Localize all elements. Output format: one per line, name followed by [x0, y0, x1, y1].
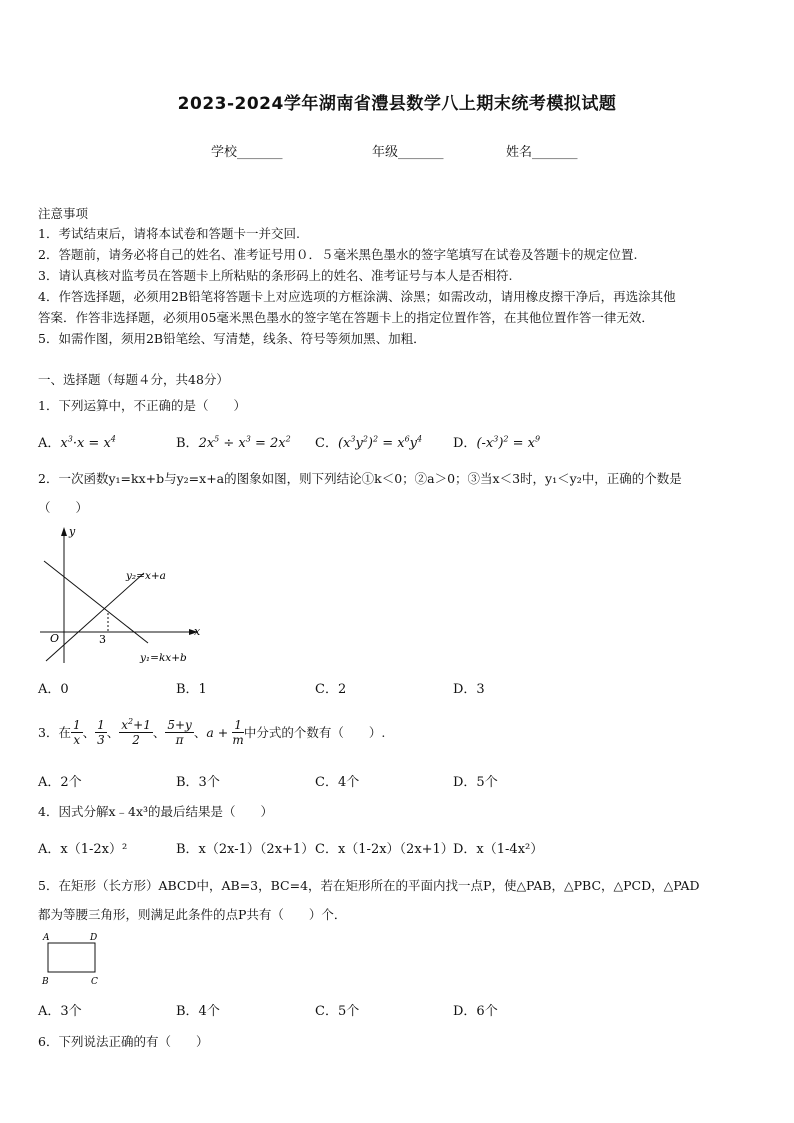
q3-option-c: C．4个 [315, 775, 360, 790]
q5-option-d: D．6个 [453, 1004, 498, 1019]
q2-option-c: C．2 [315, 682, 347, 697]
q2-option-d: D．3 [453, 682, 485, 697]
q5-option-a: A．3个 [38, 1004, 82, 1019]
q4-option-d: D．x（1-4x²） [453, 842, 544, 857]
math-expression: $x^3\cdot x = x^4$ [60, 434, 116, 451]
q3-prefix: 3．在 [38, 725, 71, 740]
fraction: $\frac{1}{x}$ [72, 717, 81, 747]
function-graph [36, 525, 206, 670]
vertex-c-label: C [91, 977, 98, 987]
q5-option-b: B．4个 [176, 1004, 220, 1019]
q1-option-a [38, 432, 116, 451]
q3-option-b: B．3个 [176, 775, 220, 790]
line1-label: y₂=x+a [126, 570, 166, 582]
question-3-stem: 3．在 $\frac{1}{x}$ 、 $\frac{1}{3}$ 、 $\frac{x^2+1}{2}$ 、 $\frac{5+y}{\pi}$ 、 a + $\frac{1}{m}$ 中分式的个数有（ ）. [38, 716, 386, 747]
note-item: 答案．作答非选择题，必须用05毫米黑色墨水的签字笔在答题卡上的指定位置作答，在其他位置作答一律无效． [38, 310, 654, 325]
line2-label: y₁=kx+b [140, 652, 187, 664]
x-axis-label: x [194, 625, 201, 638]
question-4-stem: 4．因式分解x﹣4x³的最后结果是（ ） [38, 804, 274, 819]
q5-option-c: C．5个 [315, 1004, 360, 1019]
name-field: 姓名_______ [506, 145, 578, 160]
q2-option-a: A．0 [38, 682, 69, 697]
question-1-stem: 1．下列运算中，不正确的是（ ） [38, 398, 246, 413]
grade-field: 年级_______ [372, 145, 444, 160]
question-2-stem-cont: （ ） [38, 500, 89, 515]
vertex-d-label: D [90, 933, 98, 943]
school-field: 学校_______ [211, 145, 283, 160]
fraction: $\frac{5+y}{\pi}$ [167, 717, 192, 747]
y-axis-label: y [69, 525, 76, 538]
math-expression: $2x^5 \div x^3 = 2x^2$ [198, 434, 291, 451]
note-item: 5．如需作图，须用2B铅笔绘、写清楚，线条、符号等须加黑、加粗． [38, 331, 426, 346]
q2-option-b: B．1 [176, 682, 207, 697]
fraction: $\frac{1}{m}$ [232, 717, 244, 747]
note-item: 2．答题前，请务必将自己的姓名、准考证号用０．５毫米黑色墨水的签字笔填写在试卷及答题卡的规定位置. [38, 247, 638, 262]
section-heading: 一、选择题（每题４分，共48分） [38, 372, 229, 387]
question-5-stem-cont: 都为等腰三角形，则满足此条件的点P共有（ ）个． [38, 907, 347, 922]
note-item: 1．考试结束后，请将本试卷和答题卡一并交回. [38, 226, 300, 241]
option-label: D． [453, 436, 477, 451]
page-title: 2023-2024学年湖南省澧县数学八上期末统考模拟试题 [177, 94, 617, 114]
origin-label: O [50, 632, 60, 645]
q4-option-b: B．x（2x-1）（2x+1） [176, 842, 315, 857]
fraction: $\frac{1}{3}$ [97, 717, 105, 747]
vertex-a-label: A [43, 933, 50, 943]
tick-label: 3 [99, 633, 106, 646]
q3-suffix: 中分式的个数有（ ）. [243, 725, 386, 740]
q3-option-a: A．2个 [38, 775, 82, 790]
q3-option-d: D．5个 [453, 775, 498, 790]
vertex-b-label: B [42, 977, 49, 987]
fraction: $\frac{x^2+1}{2}$ [121, 716, 151, 747]
question-6-stem: 6．下列说法正确的有（ ） [38, 1034, 209, 1049]
q1-option-d [453, 432, 540, 451]
math-expression: $(-x^3)^2 = x^9$ [476, 434, 541, 451]
note-item: 3．请认真核对监考员在答题卡上所粘贴的条形码上的姓名、准考证号与本人是否相符. [38, 268, 513, 283]
question-5-stem: 5．在矩形（长方形）ABCD中，AB=3，BC=4，若在矩形所在的平面内找一点P，使△PAB，△PBC，△PCD，△PAD [38, 878, 700, 893]
option-label: A． [38, 436, 61, 451]
q1-option-c [315, 432, 422, 451]
q1-option-b [176, 432, 291, 451]
q4-option-c: C．x（1-2x）（2x+1） [315, 842, 454, 857]
rectangle-figure [38, 930, 106, 990]
question-2-stem: 2．一次函数y₁=kx+b与y₂=x+a的图象如图，则下列结论①k＜0；②a＞0；③当x＜3时，y₁＜y₂中，正确的个数是 [38, 471, 682, 486]
notes-heading: 注意事项 [38, 206, 89, 221]
option-label: B． [176, 436, 199, 451]
q4-option-a: A．x（1-2x）² [38, 842, 128, 857]
option-label: C． [315, 436, 338, 451]
note-item: 4．作答选择题，必须用2B铅笔将答题卡上对应选项的方框涂满、涂黑；如需改动，请用橡皮擦干净后，再选涂其他 [38, 289, 676, 304]
math-expression: $(x^3y^2)^2 = x^6y^4$ [337, 434, 423, 451]
